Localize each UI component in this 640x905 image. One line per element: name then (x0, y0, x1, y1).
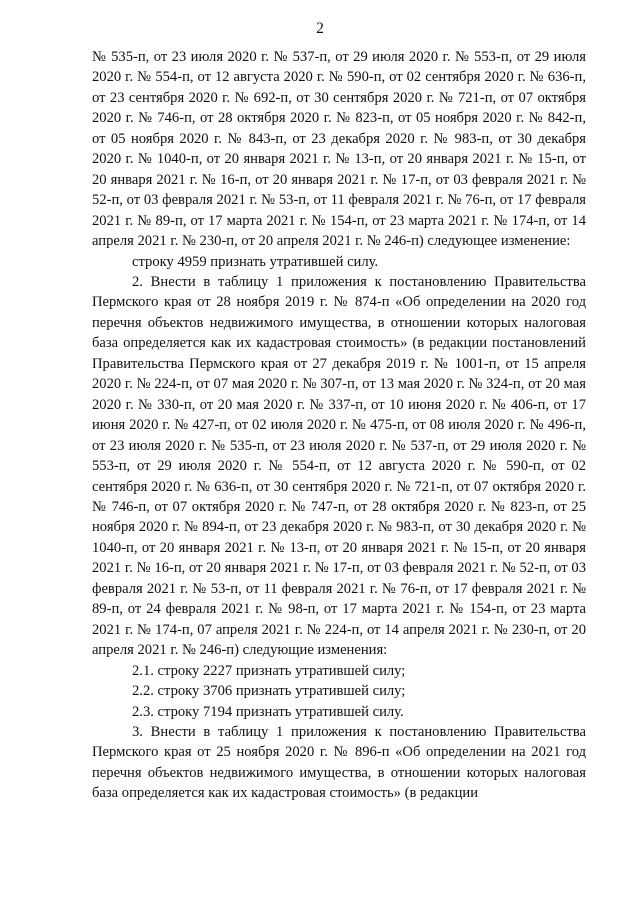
paragraph-line-4959: строку 4959 признать утратившей силу. (132, 253, 379, 270)
paragraph-item-3: 3. Внести в таблицу 1 приложения к постановлению Правительства Пермского края от 25 ноября 2020 г. № 896-п «Об определении на 2021 год перечня объектов недвижимого имущества, в отношении которых налоговая база определяется как их кадастровая стоимость» (в редакции (92, 723, 586, 802)
paragraph-item-2-3: 2.3. строку 7194 признать утратившей силу. (132, 703, 404, 720)
paragraph-continuation: № 535-п, от 23 июля 2020 г. № 537-п, от 29 июля 2020 г. № 553-п, от 29 июля 2020 г. № 554-п, от 12 августа 2020 г. № 590-п, от 02 сентября 2020 г. № 636-п, от 23 сентября 2020 г. № 692-п, от 30 сентября 2020 г. № 721-п, от 07 октября 2020 г. № 746-п, от 28 октября 2020 г. № 823-п, от 05 ноября 2020 г. № 842-п, от 05 ноября 2020 г. № 843-п, от 23 декабря 2020 г. № 983-п, от 30 декабря 2020 г. № 1040-п, от 20 января 2021 г. № 13-п, от 20 января 2021 г. № 15-п, от 20 января 2021 г. № 16-п, от 20 января 2021 г. № 17-п, от 03 февраля 2021 г. № 52-п, от 03 февраля 2021 г. № 53-п, от 11 февраля 2021 г. № 76-п, от 17 февраля 2021 г. № 89-п, от 17 марта 2021 г. № 154-п, от 23 марта 2021 г. № 174-п, от 14 апреля 2021 г. № 230-п, от 20 апреля 2021 г. № 246-п) следующее изменение: (92, 49, 586, 250)
page-number: 2 (316, 20, 324, 37)
paragraph-item-2-2: 2.2. строку 3706 признать утратившей силу; (132, 683, 406, 700)
paragraph-item-2-1: 2.1. строку 2227 признать утратившей силу; (132, 662, 406, 679)
paragraph-item-2: 2. Внести в таблицу 1 приложения к постановлению Правительства Пермского края от 28 ноября 2019 г. № 874-п «Об определении на 2020 год перечня объектов недвижимого имущества, в отношении которых налоговая база определяется как их кадастровая стоимость» (в редакции постановлений Правительства Пермского края от 27 декабря 2019 г. № 1001-п, от 15 апреля 2020 г. № 224-п, от 07 мая 2020 г. № 307-п, от 13 мая 2020 г. № 324-п, от 20 мая 2020 г. № 330-п, от 20 мая 2020 г. № 337-п, от 10 июня 2020 г. № 406-п, от 17 июня 2020 г. № 427-п, от 02 июля 2020 г. № 475-п, от 08 июля 2020 г. № 496-п, от 23 июля 2020 г. № 535-п, от 23 июля 2020 г. № 537-п, от 29 июля 2020 г. № 553-п, от 29 июля 2020 г. № 554-п, от 12 августа 2020 г. № 590-п, от 02 сентября 2020 г. № 636-п, от 30 сентября 2020 г. № 721-п, от 07 октября 2020 г. № 746-п, от 07 октября 2020 г. № 747-п, от 28 октября 2020 г. № 823-п, от 25 ноября 2020 г. № 894-п, от 23 декабря 2020 г. № 983-п, от 30 декабря 2020 г. № 1040-п, от 20 января 2021 г. № 13-п, от 20 января 2021 г. № 15-п, от 20 января 2021 г. № 16-п, от 20 января 2021 г. № 17-п, от 03 февраля 2021 г. № 52-п, от 03 февраля 2021 г. № 53-п, от 11 февраля 2021 г. № 76-п, от 17 февраля 2021 г. № 89-п, от 24 февраля 2021 г. № 98-п, от 17 марта 2021 г. № 154-п, от 23 марта 2021 г. № 174-п, 07 апреля 2021 г. № 224-п, от 14 апреля 2021 г. № 230-п, от 20 апреля 2021 г. № 246-п) следующие изменения: (92, 273, 586, 659)
document-body (92, 47, 586, 804)
